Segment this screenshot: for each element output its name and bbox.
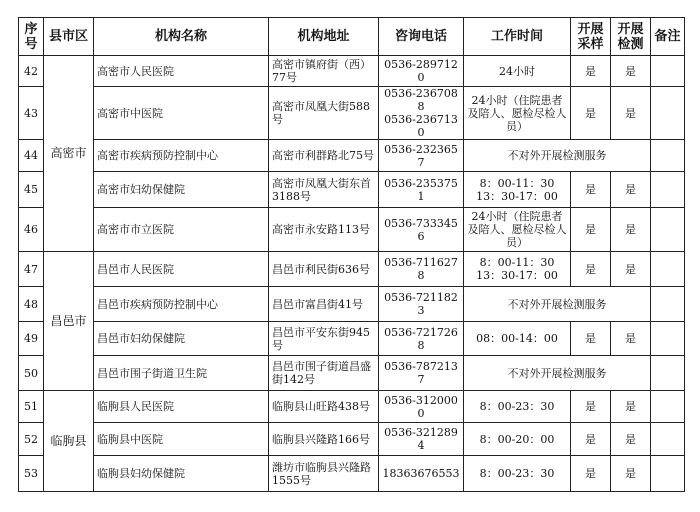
- institution-address: 高密市镇府街（西）77号: [269, 56, 379, 87]
- testing-flag: 是: [611, 172, 651, 208]
- table-row: [19, 252, 685, 287]
- header-address: 机构地址: [269, 18, 379, 56]
- header-sampling: 开展采样: [571, 18, 611, 56]
- institution-phone: 0536-2323657: [379, 140, 464, 172]
- table-row: [19, 322, 685, 356]
- county-cell: 高密市: [44, 56, 94, 252]
- sampling-flag: 是: [571, 172, 611, 208]
- institution-phone: 0536-7872137: [379, 356, 464, 391]
- table-row: [19, 208, 685, 252]
- testing-flag: 是: [611, 322, 651, 356]
- row-seq: 42: [19, 56, 44, 87]
- institution-phone: 0536-3120000: [379, 391, 464, 423]
- county-cell: 临朐县: [44, 391, 94, 492]
- institution-address: 昌邑市富昌街41号: [269, 287, 379, 322]
- table-row: [19, 287, 685, 322]
- institution-address: 高密市凤凰大街588号: [269, 87, 379, 140]
- institution-name: 高密市妇幼保健院: [94, 172, 269, 208]
- table-row: [19, 456, 685, 492]
- remarks-cell: [651, 140, 685, 172]
- remarks-cell: [651, 423, 685, 456]
- institution-address: 昌邑市围子街道昌盛街142号: [269, 356, 379, 391]
- row-seq: 48: [19, 287, 44, 322]
- institution-phone: 0536-7217268: [379, 322, 464, 356]
- institution-phone: 0536-3212894: [379, 423, 464, 456]
- working-hours: 8：00-23：30: [464, 391, 571, 423]
- working-hours: 08：00-14：00: [464, 322, 571, 356]
- county-cell: 昌邑市: [44, 252, 94, 391]
- remarks-cell: [651, 87, 685, 140]
- working-hours: 8：00-20：00: [464, 423, 571, 456]
- working-hours: 8：00-23：30: [464, 456, 571, 492]
- remarks-cell: [651, 172, 685, 208]
- institution-name: 昌邑市人民医院: [94, 252, 269, 287]
- table-row: [19, 356, 685, 391]
- institution-name: 昌邑市妇幼保健院: [94, 322, 269, 356]
- table-row: [19, 87, 685, 140]
- institution-name: 临朐县人民医院: [94, 391, 269, 423]
- sampling-flag: 是: [571, 423, 611, 456]
- row-seq: 52: [19, 423, 44, 456]
- header-row: [19, 18, 685, 56]
- institution-phone: 0536-2367088 0536-2367130: [379, 87, 464, 140]
- institution-phone: 18363676553: [379, 456, 464, 492]
- sampling-flag: 是: [571, 391, 611, 423]
- testing-flag: 是: [611, 56, 651, 87]
- sampling-flag: 是: [571, 87, 611, 140]
- institution-address: 潍坊市临朐县兴隆路1555号: [269, 456, 379, 492]
- testing-flag: 是: [611, 456, 651, 492]
- remarks-cell: [651, 56, 685, 87]
- row-seq: 53: [19, 456, 44, 492]
- institution-address: 临朐县山旺路438号: [269, 391, 379, 423]
- table-row: [19, 423, 685, 456]
- row-seq: 43: [19, 87, 44, 140]
- institution-name: 临朐县中医院: [94, 423, 269, 456]
- sampling-flag: 是: [571, 322, 611, 356]
- row-seq: 47: [19, 252, 44, 287]
- testing-flag: 是: [611, 391, 651, 423]
- institution-phone: 0536-2897120: [379, 56, 464, 87]
- working-hours: 24小时（住院患者及陪人、愿检尽检人员）: [464, 87, 571, 140]
- institution-phone: 0536-2353751: [379, 172, 464, 208]
- table-row: [19, 56, 685, 87]
- row-seq: 45: [19, 172, 44, 208]
- header-hours: 工作时间: [464, 18, 571, 56]
- institution-address: 昌邑市利民街636号: [269, 252, 379, 287]
- sampling-flag: 是: [571, 252, 611, 287]
- institution-name: 高密市中医院: [94, 87, 269, 140]
- working-hours: 8：00-11：30 13：30-17：00: [464, 252, 571, 287]
- remarks-cell: [651, 322, 685, 356]
- working-hours: 8：00-11：30 13：30-17：00: [464, 172, 571, 208]
- header-county: 县市区: [44, 18, 94, 56]
- institution-phone: 0536-7116278: [379, 252, 464, 287]
- header-remarks: 备注: [651, 18, 685, 56]
- header-phone: 咨询电话: [379, 18, 464, 56]
- institution-name: 高密市人民医院: [94, 56, 269, 87]
- institution-name: 昌邑市疾病预防控制中心: [94, 287, 269, 322]
- remarks-cell: [651, 208, 685, 252]
- institution-address: 昌邑市平安东街945号: [269, 322, 379, 356]
- remarks-cell: [651, 391, 685, 423]
- row-seq: 44: [19, 140, 44, 172]
- testing-institutions-table: [18, 17, 685, 492]
- no-testing-note: 不对外开展检测服务: [464, 287, 651, 322]
- testing-flag: 是: [611, 208, 651, 252]
- header-seq: 序号: [19, 18, 44, 56]
- institution-address: 高密市利群路北75号: [269, 140, 379, 172]
- remarks-cell: [651, 456, 685, 492]
- table-row: [19, 140, 685, 172]
- row-seq: 46: [19, 208, 44, 252]
- row-seq: 50: [19, 356, 44, 391]
- institutions-table-container: [18, 17, 684, 492]
- institution-address: 临朐县兴隆路166号: [269, 423, 379, 456]
- institution-name: 高密市市立医院: [94, 208, 269, 252]
- header-testing: 开展检测: [611, 18, 651, 56]
- testing-flag: 是: [611, 252, 651, 287]
- table-row: [19, 391, 685, 423]
- working-hours: 24小时: [464, 56, 571, 87]
- table-row: [19, 172, 685, 208]
- institution-phone: 0536-7211823: [379, 287, 464, 322]
- institution-name: 昌邑市围子街道卫生院: [94, 356, 269, 391]
- sampling-flag: 是: [571, 208, 611, 252]
- header-name: 机构名称: [94, 18, 269, 56]
- working-hours: 24小时（住院患者及陪人、愿检尽检人员）: [464, 208, 571, 252]
- no-testing-note: 不对外开展检测服务: [464, 140, 651, 172]
- sampling-flag: 是: [571, 56, 611, 87]
- row-seq: 49: [19, 322, 44, 356]
- no-testing-note: 不对外开展检测服务: [464, 356, 651, 391]
- remarks-cell: [651, 287, 685, 322]
- row-seq: 51: [19, 391, 44, 423]
- institution-phone: 0536-7333456: [379, 208, 464, 252]
- institution-address: 高密市凤凰大街东首3188号: [269, 172, 379, 208]
- sampling-flag: 是: [571, 456, 611, 492]
- testing-flag: 是: [611, 423, 651, 456]
- remarks-cell: [651, 252, 685, 287]
- institution-name: 临朐县妇幼保健院: [94, 456, 269, 492]
- institution-name: 高密市疾病预防控制中心: [94, 140, 269, 172]
- remarks-cell: [651, 356, 685, 391]
- testing-flag: 是: [611, 87, 651, 140]
- institution-address: 高密市永安路113号: [269, 208, 379, 252]
